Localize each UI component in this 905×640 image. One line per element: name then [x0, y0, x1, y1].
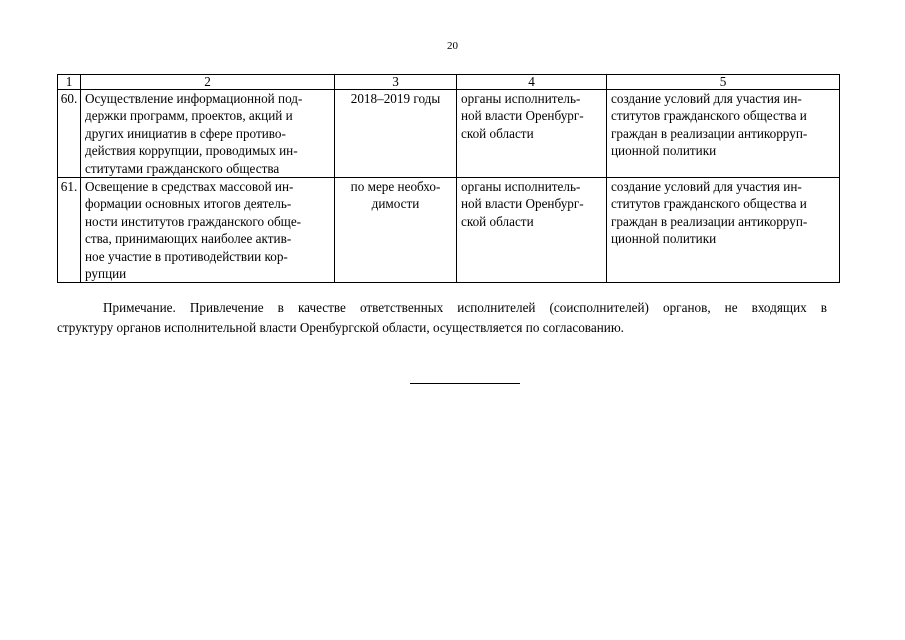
- executor-cell: [457, 178, 607, 283]
- result-line: создание условий для участия ин-: [611, 179, 802, 195]
- footnote-line: структуру органов исполнительной власти Оренбургской области, осуществляется по согласованию.: [57, 320, 624, 335]
- result-line: ститутов гражданского общества и: [611, 196, 807, 212]
- measure-line: ное участие в противодействии кор-: [85, 248, 288, 264]
- result-line: ционной политики: [611, 143, 717, 159]
- result-line: граждан в реализации антикорруп-: [611, 125, 808, 141]
- measure-cell: [81, 178, 335, 283]
- executor-line: ной власти Оренбург-: [461, 108, 584, 124]
- column-number: 3: [335, 75, 457, 90]
- term-cell: [335, 90, 457, 178]
- result-line: ститутов гражданского общества и: [611, 108, 807, 124]
- measure-line: держки программ, проектов, акций и: [85, 108, 293, 124]
- column-number: 4: [457, 75, 607, 90]
- measure-line: ства, принимающих наиболее актив-: [85, 231, 292, 247]
- result-cell: [607, 178, 840, 283]
- row-number: 61.: [58, 178, 81, 283]
- result-line: ционной политики: [611, 231, 717, 247]
- measures-table: [57, 74, 840, 283]
- executor-line: ской области: [461, 213, 534, 229]
- measure-line: ности институтов гражданского обще-: [85, 213, 302, 229]
- footnote: [57, 298, 827, 338]
- measure-line: действия коррупции, проводимых ин-: [85, 143, 298, 159]
- executor-line: органы исполнитель-: [461, 179, 581, 195]
- measure-line: рупции: [85, 266, 127, 282]
- executor-line: ской области: [461, 125, 534, 141]
- column-number-row: [58, 75, 840, 90]
- result-line: создание условий для участия ин-: [611, 91, 802, 106]
- term-line: димости: [371, 196, 420, 212]
- executor-line: ной власти Оренбург-: [461, 196, 584, 212]
- page-number: 20: [447, 40, 458, 52]
- table-row: [58, 90, 840, 178]
- table-row: [58, 178, 840, 283]
- measure-line: ститутами гражданского общества: [85, 160, 280, 176]
- executor-cell: [457, 90, 607, 178]
- footnote-line: Примечание. Привлечение в качестве ответственных исполнителей (соисполнителей) органов, не входящих в: [103, 300, 827, 315]
- executor-line: органы исполнитель-: [461, 91, 581, 106]
- measure-cell: [81, 90, 335, 178]
- result-cell: [607, 90, 840, 178]
- column-number: 2: [81, 75, 335, 90]
- term-line: по мере необхо-: [350, 179, 441, 195]
- row-number: 60.: [58, 90, 81, 178]
- term-line: 2018–2019 годы: [350, 91, 441, 106]
- measure-line: Осуществление информационной под-: [85, 91, 303, 106]
- term-cell: [335, 178, 457, 283]
- column-number: 1: [58, 75, 81, 90]
- result-line: граждан в реализации антикорруп-: [611, 213, 808, 229]
- measure-line: Освещение в средствах массовой ин-: [85, 179, 294, 195]
- measure-line: формации основных итогов деятель-: [85, 196, 292, 212]
- column-number: 5: [607, 75, 840, 90]
- end-divider: [410, 383, 520, 384]
- measure-line: других инициатив в сфере противо-: [85, 125, 286, 141]
